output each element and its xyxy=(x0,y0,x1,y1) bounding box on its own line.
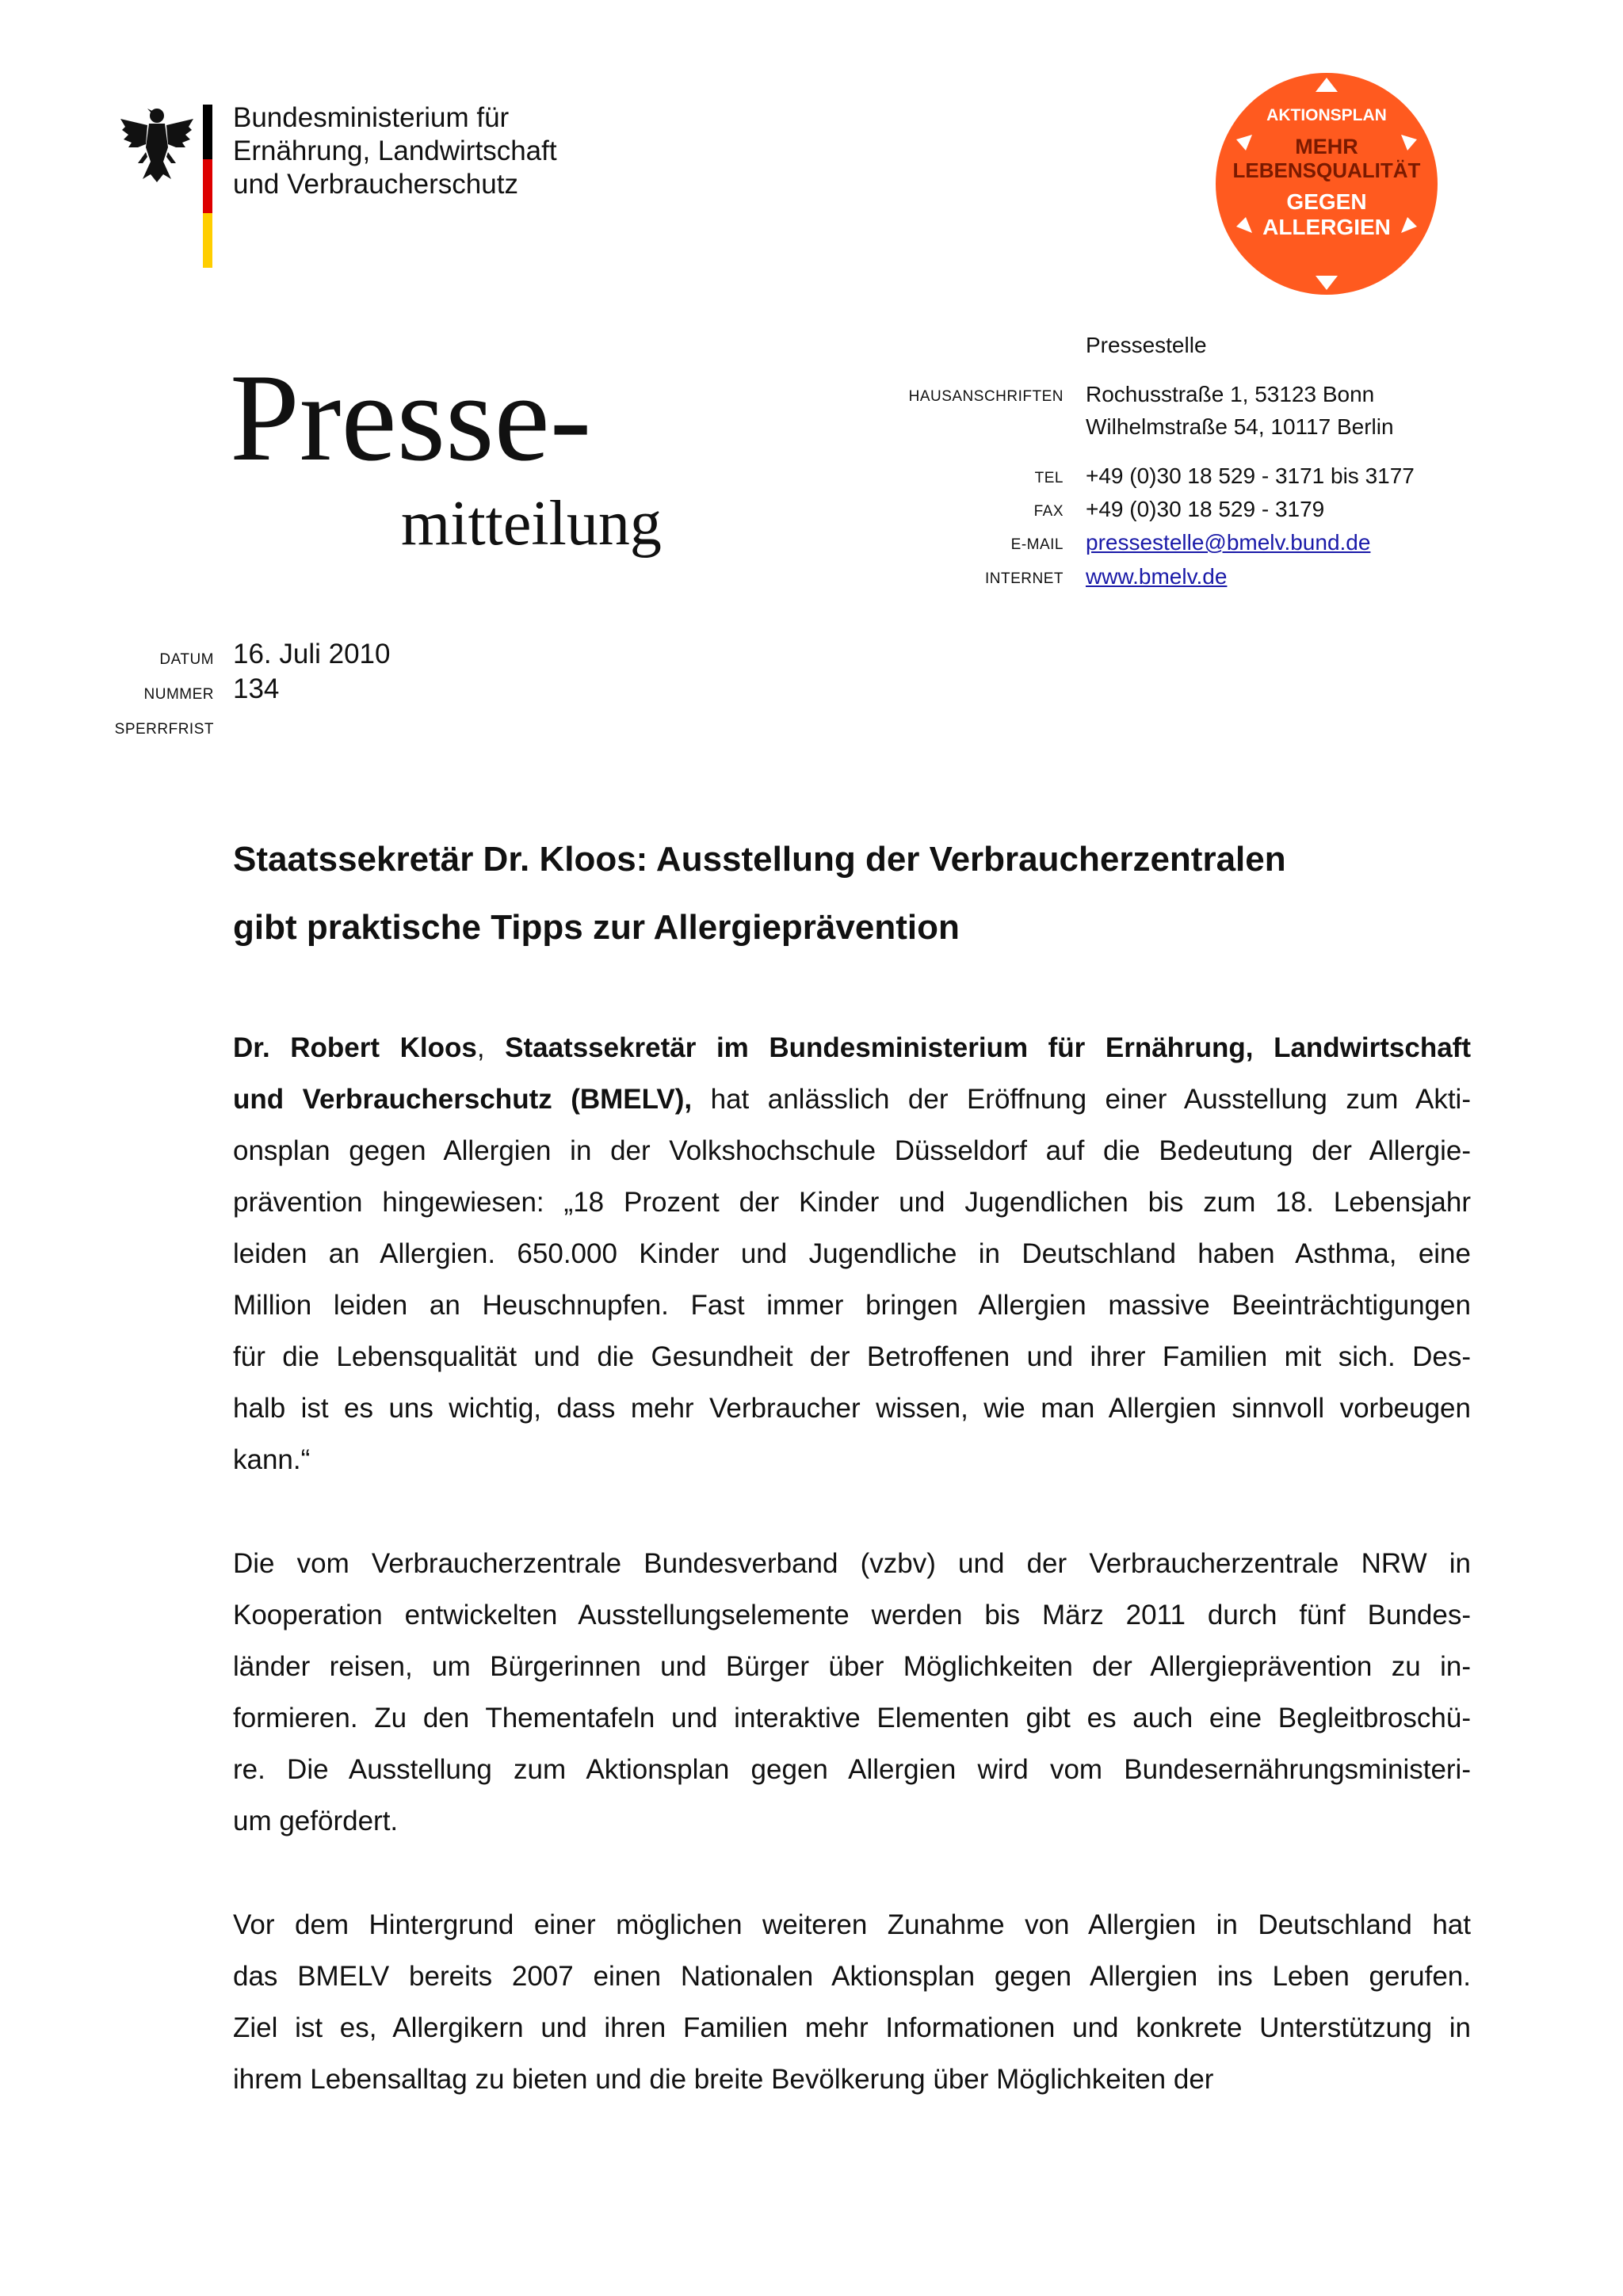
date-label: DATUM xyxy=(159,651,214,668)
paragraph-line: Vor dem Hintergrund einer möglichen weiteren Zunahme von Allergien in Deutschland hat xyxy=(233,1909,1471,1940)
address-label: HAUSANSCHRIFTEN xyxy=(908,388,1064,405)
headline-line: Staatssekretär Dr. Kloos: Ausstellung der Verbraucherzentralen xyxy=(233,840,1286,879)
paragraph-line: halb ist es uns wichtig, dass mehr Verbraucher wissen, wie man Allergien sinnvoll vorbeugen xyxy=(233,1393,1471,1424)
website-link[interactable]: www.bmelv.de xyxy=(1086,564,1228,589)
badge-text-line1: AKTIONSPLAN xyxy=(1266,106,1387,124)
number-value: 134 xyxy=(233,673,280,704)
email-label: E-MAIL xyxy=(1010,536,1064,553)
paragraph-line: prävention hingewiesen: „18 Prozent der Kinder und Jugendlichen bis zum 18. Lebensjahr xyxy=(233,1187,1471,1218)
federal-eagle-icon xyxy=(119,100,195,185)
paragraph-line: kann.“ xyxy=(233,1444,311,1475)
paragraph-2 xyxy=(233,1538,1471,1847)
address-bonn: Rochusstraße 1, 53123 Bonn xyxy=(1086,382,1375,406)
contact-heading: Pressestelle xyxy=(1086,333,1207,357)
paragraph-1 xyxy=(233,1022,1471,1486)
press-title-line2: mitteilung xyxy=(401,489,662,559)
paragraph-line: Kooperation entwickelten Ausstellungselemente werden bis März 2011 durch fünf Bundes- xyxy=(233,1600,1471,1630)
number-label: NUMMER xyxy=(143,686,214,703)
badge-text-line4: GEGEN xyxy=(1286,189,1367,214)
headline-line: gibt praktische Tipps zur Allergieprävention xyxy=(233,908,960,947)
flag-stripe-gold xyxy=(203,213,212,268)
speaker-title: Staatssekretär im Bundesministerium für Ernährung, Landwirtschaft xyxy=(505,1032,1471,1063)
flag-bar xyxy=(203,105,212,268)
email-link[interactable]: pressestelle@bmelv.bund.de xyxy=(1086,530,1371,555)
paragraph-line: re. Die Ausstellung zum Aktionsplan gegen Allergien wird vom Bundesernährungsministeri- xyxy=(233,1754,1471,1785)
separator: , xyxy=(476,1032,506,1063)
paragraph-3 xyxy=(233,1899,1471,2105)
paragraph-line: Ziel ist es, Allergikern und ihren Familien mehr Informationen und konkrete Unterstützung in xyxy=(233,2012,1471,2043)
paragraph-line: formieren. Zu den Thementafeln und interaktive Elementen gibt es auch eine Begleitbroschü- xyxy=(233,1703,1471,1733)
tel-value: +49 (0)30 18 529 - 3171 bis 3177 xyxy=(1086,463,1415,488)
fax-value: +49 (0)30 18 529 - 3179 xyxy=(1086,497,1325,521)
line-text: hat anlässlich der Eröffnung einer Ausstellung zum Akti- xyxy=(692,1084,1471,1115)
internet-label: INTERNET xyxy=(985,570,1064,587)
paragraph-line xyxy=(233,1074,1471,1125)
embargo-label: SPERRFRIST xyxy=(114,721,214,738)
paragraph-line: länder reisen, um Bürgerinnen und Bürger über Möglichkeiten der Allergieprävention zu in- xyxy=(233,1651,1471,1682)
action-plan-badge xyxy=(1214,71,1439,296)
paragraph-line: Die vom Verbraucherzentrale Bundesverband (vzbv) und der Verbraucherzentrale NRW in xyxy=(233,1548,1471,1579)
tel-label: TEL xyxy=(1034,470,1064,486)
speaker-name: Dr. Robert Kloos xyxy=(233,1032,477,1063)
paragraph-line: um gefördert. xyxy=(233,1806,399,1836)
paragraph-line: onsplan gegen Allergien in der Volkshochschule Düsseldorf auf die Bedeutung der Allergie- xyxy=(233,1135,1471,1166)
badge-text-line3: LEBENSQUALITÄT xyxy=(1232,158,1421,182)
badge-text-line2: MEHR xyxy=(1295,135,1358,158)
press-title-line1: Presse- xyxy=(230,349,592,487)
ministry-name-line: Bundesministerium für xyxy=(233,102,510,133)
headline xyxy=(233,826,1501,962)
flag-stripe-black xyxy=(203,105,212,159)
address-berlin: Wilhelmstraße 54, 10117 Berlin xyxy=(1086,414,1394,439)
paragraph-line: das BMELV bereits 2007 einen Nationalen Aktionsplan gegen Allergien ins Leben gerufen. xyxy=(233,1961,1471,1992)
badge-text-line5: ALLERGIEN xyxy=(1262,215,1391,239)
ministry-name-line: Ernährung, Landwirtschaft xyxy=(233,135,557,166)
speaker-title-cont: und Verbraucherschutz (BMELV), xyxy=(233,1084,693,1115)
ministry-name xyxy=(233,101,557,201)
flag-stripe-red xyxy=(203,159,212,214)
paragraph-line xyxy=(233,1022,1471,1074)
ministry-name-line: und Verbraucherschutz xyxy=(233,169,518,200)
paragraph-line: für die Lebensqualität und die Gesundheit der Betroffenen und ihrer Familien mit sich. Des- xyxy=(233,1341,1471,1372)
fax-label: FAX xyxy=(1033,503,1064,520)
paragraph-line: ihrem Lebensalltag zu bieten und die breite Bevölkerung über Möglichkeiten der xyxy=(233,2064,1214,2095)
date-value: 16. Juli 2010 xyxy=(233,639,391,669)
paragraph-line: Million leiden an Heuschnupfen. Fast immer bringen Allergien massive Beeinträchtigungen xyxy=(233,1290,1471,1321)
paragraph-line: leiden an Allergien. 650.000 Kinder und Jugendliche in Deutschland haben Asthma, eine xyxy=(233,1238,1471,1269)
